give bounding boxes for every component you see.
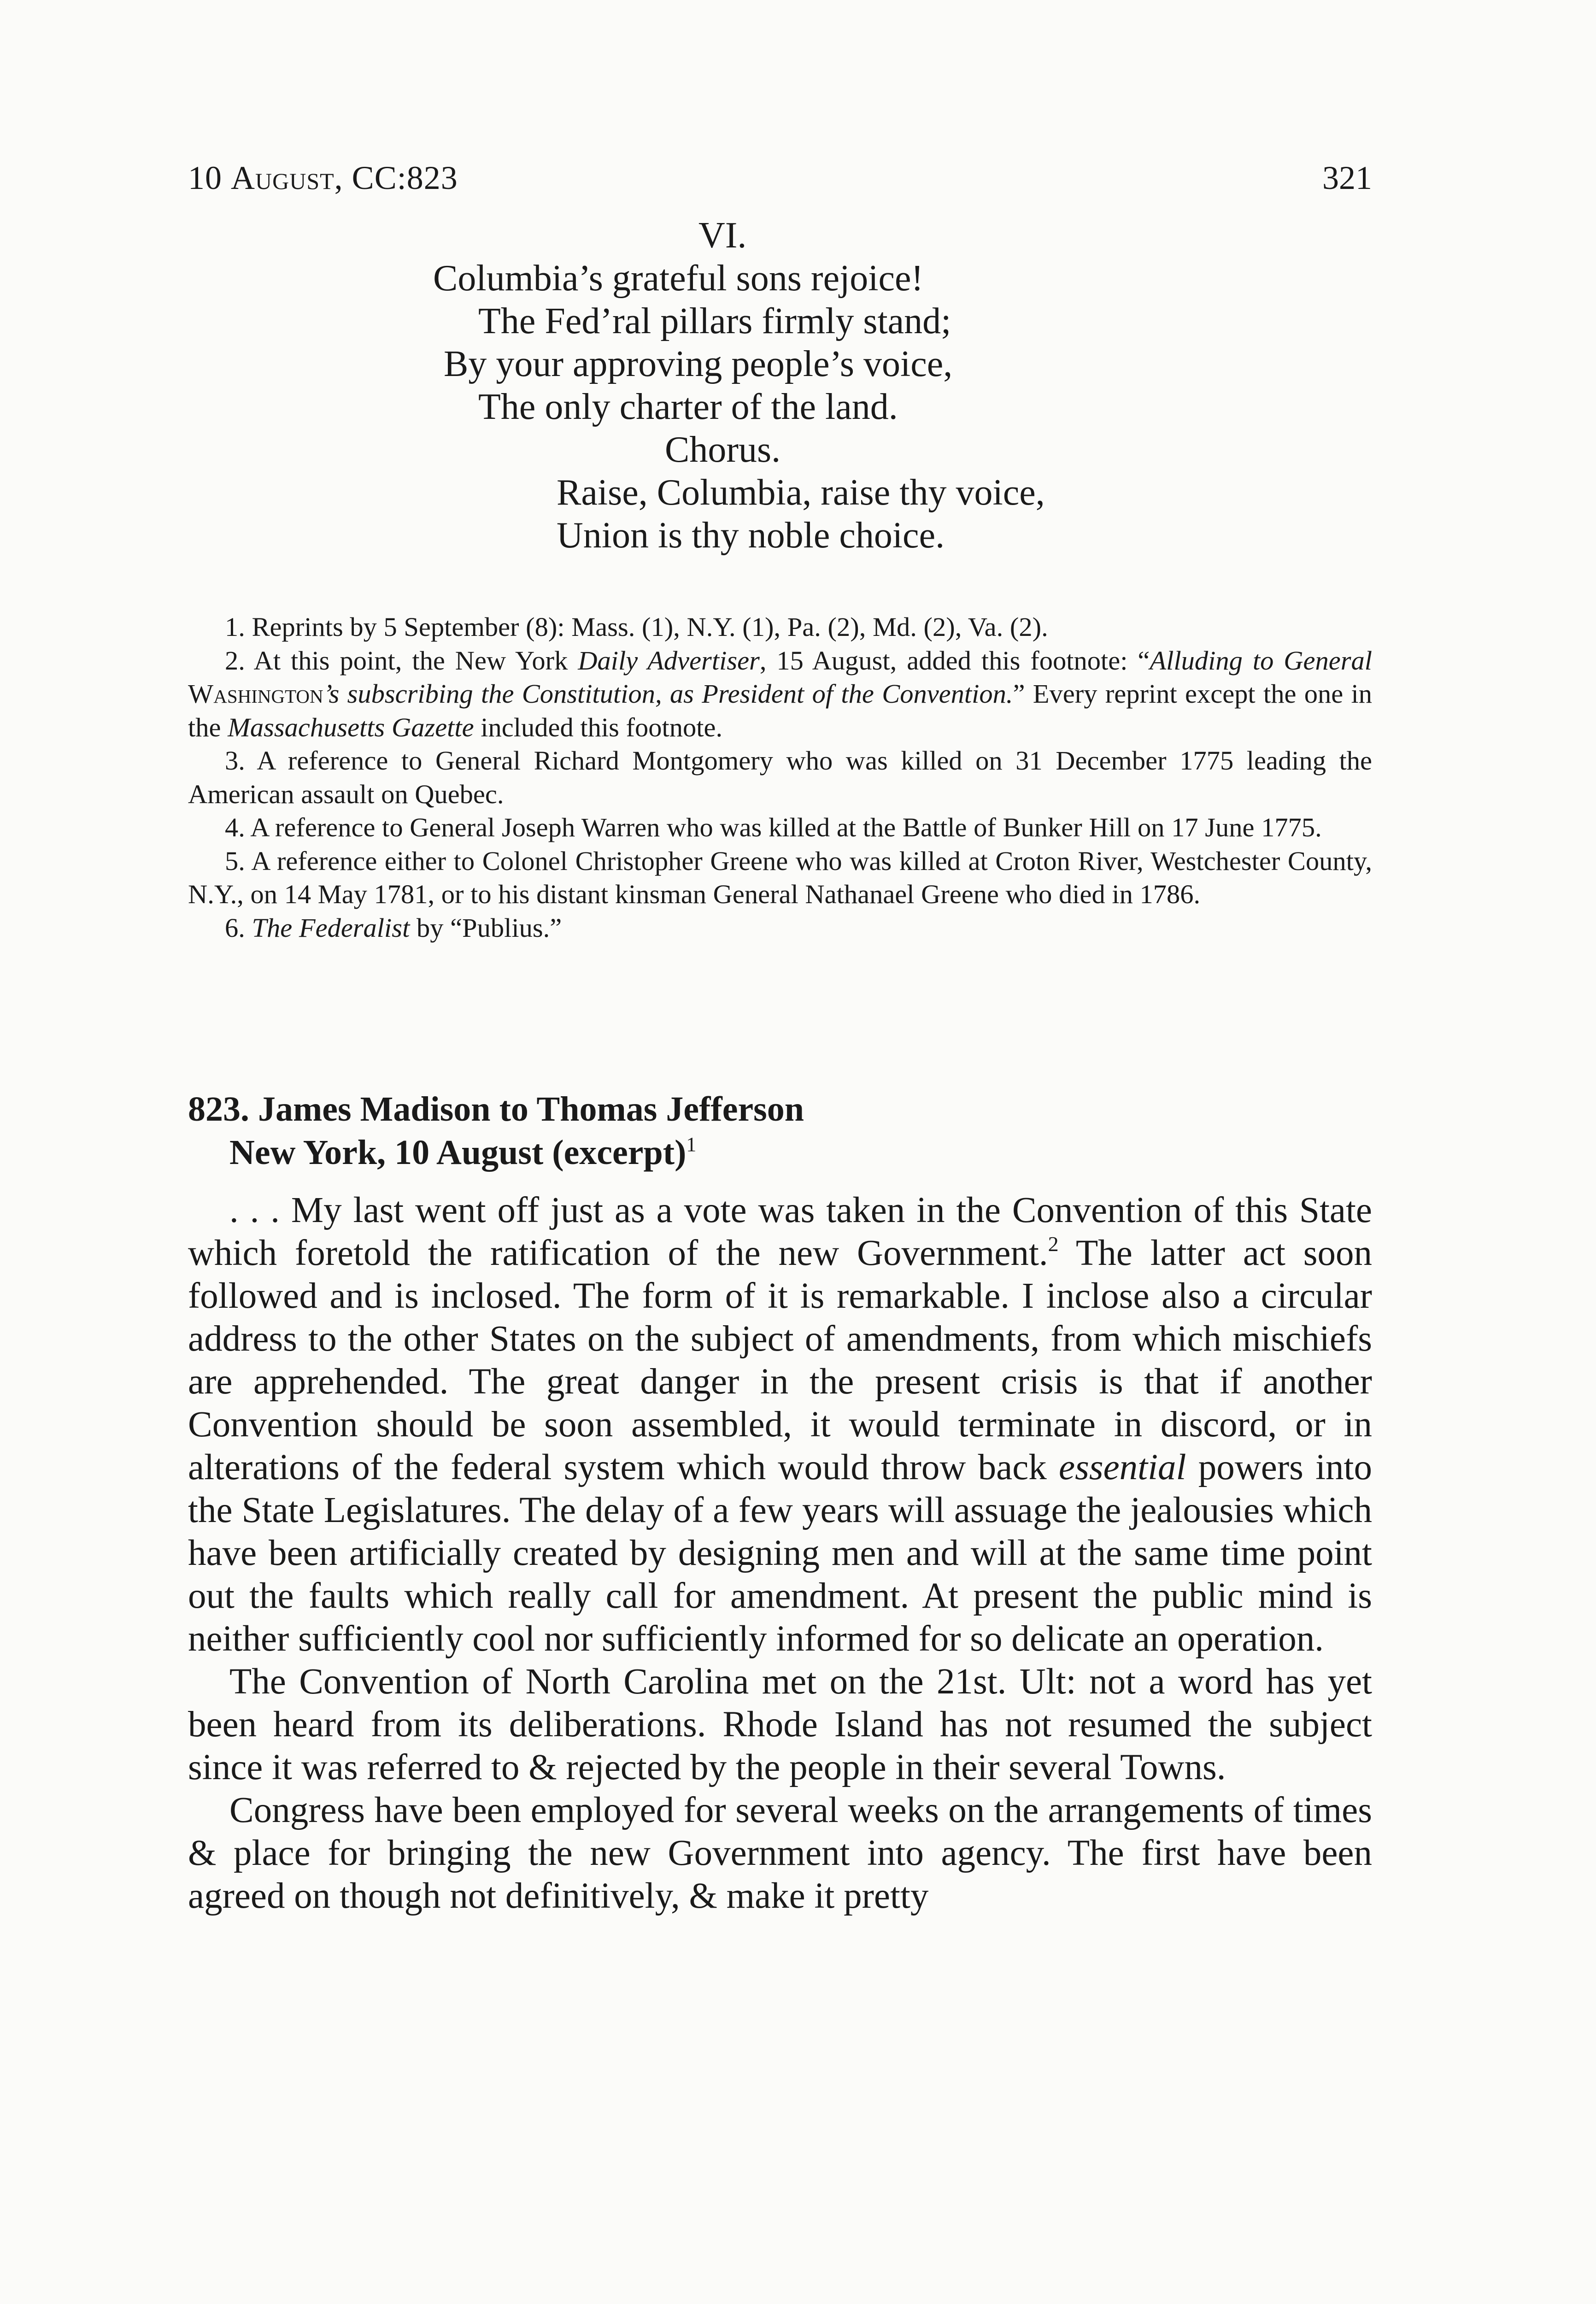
footnote-5: 5. A reference either to Colonel Christopher Greene who was killed at Croton River, Westchester County, N.Y., on 14 May 1781, or to his distant kinsman General Nathanael Greene who died in 1786. — [188, 846, 1372, 909]
verse-line: By your approving people’s voice, — [444, 344, 953, 384]
footnotes — [188, 611, 1372, 945]
footnote-1: 1. Reprints by 5 September (8): Mass. (1), N.Y. (1), Pa. (2), Md. (2), Va. (2). — [225, 612, 1048, 642]
document-subtitle: New York, 10 August (excerpt)$^1$ — [229, 1133, 697, 1172]
verse-line: The Fed’ral pillars firmly stand; — [478, 301, 951, 341]
paragraph: Congress have been employed for several weeks on the arrangements of times & place for bringing the new Government into agency. The first have been agreed on though not definitively, & make it pretty — [188, 1790, 1372, 1916]
chorus-line: Union is thy noble choice. — [557, 515, 945, 556]
chorus-label: Chorus. — [665, 429, 781, 470]
stanza-number: VI. — [698, 215, 747, 256]
document-page — [188, 0, 1372, 2304]
paragraph: . . . My last went off just as a vote was taken in the Convention of this State which foretold the ratification of the new Government.$^2$ The latter act soon followed and is inclosed. The form of it is remarkable. I inclose also a circular address to the other States on the subject of amendments, from which mischiefs are apprehended. The great danger in the present crisis is that if another Convention should be soon assembled, it would terminate in discord, or in alterations of the federal system which would throw back essential powers into the State Legislatures. The delay of a few years will assuage the jealousies which have been artificially created by designing men and will at the same time point out the faults which really call for amendment. At present the public mind is neither sufficiently cool nor sufficiently informed for so delicate an operation. — [188, 1190, 1372, 1659]
newspaper-title: Daily Advertiser — [578, 645, 760, 676]
letter-body — [188, 1189, 1372, 1917]
footnote-2: 2. At this point, the New York Daily Advertiser, 15 August, added this footnote: “Alluding to General Washington’s subscribing the Constitution, as President of the Convention.” Every reprint except the one in the Massachusetts Gazette included this footnote. — [188, 645, 1373, 742]
paragraph: The Convention of North Carolina met on the 21st. Ult: not a word has yet been heard from its deliberations. Rhode Island has not resumed the subject since it was referred to & rejected by the people in their several Towns. — [188, 1662, 1372, 1787]
page-number: 321 — [1322, 159, 1372, 196]
running-head-ref: , CC:823 — [334, 159, 458, 196]
footnote-ref: 2 — [1048, 1232, 1059, 1256]
running-head — [188, 159, 1372, 205]
verse-line: Columbia’s grateful sons rejoice! — [433, 258, 924, 299]
footnote-ref: 1 — [686, 1133, 697, 1156]
book-title: The Federalist — [252, 912, 410, 943]
footnote-6: 6. The Federalist by “Publius.” — [225, 912, 562, 943]
running-head-left — [188, 159, 458, 197]
running-head-month: August — [231, 159, 334, 196]
footnote-3: 3. A reference to General Richard Montgomery who was killed on 31 December 1775 leading the American assault on Quebec. — [188, 746, 1372, 809]
newspaper-title: Massachusetts Gazette — [228, 712, 474, 742]
document-title: 823. James Madison to Thomas Jefferson — [188, 1090, 804, 1128]
footnote-4: 4. A reference to General Joseph Warren who was killed at the Battle of Bunker Hill on 17 June 1775. — [225, 812, 1322, 842]
chorus-line: Raise, Columbia, raise thy voice, — [557, 472, 1045, 513]
document-heading — [188, 1087, 1372, 1174]
washington-name: Washington — [188, 679, 323, 709]
running-head-day: 10 — [188, 159, 222, 196]
verse-line: The only charter of the land. — [478, 387, 898, 427]
